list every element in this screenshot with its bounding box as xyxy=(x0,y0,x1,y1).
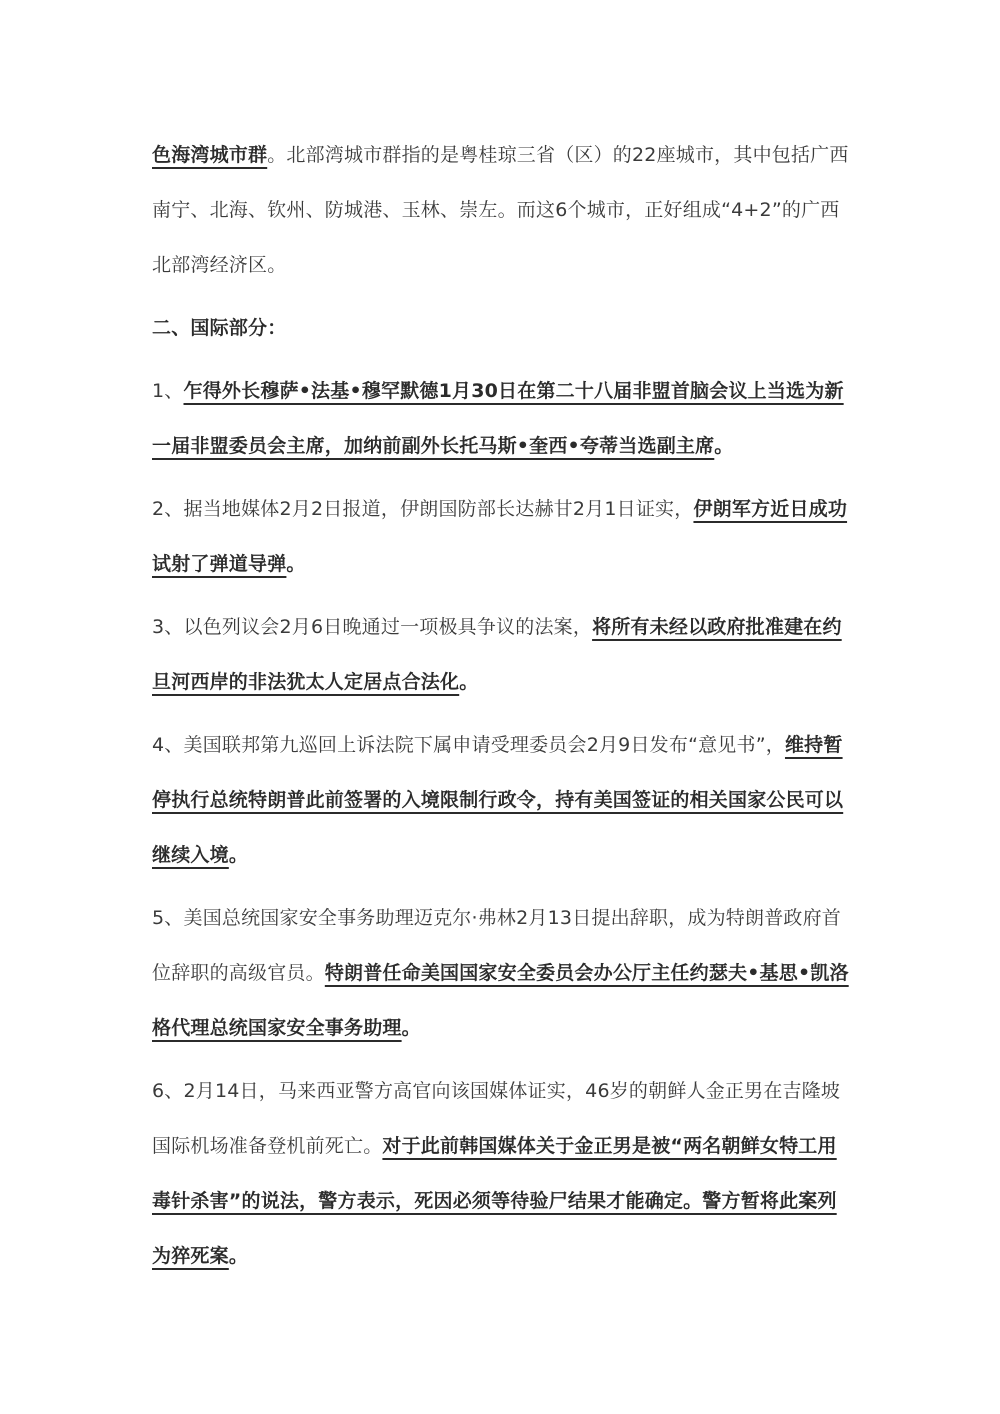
news-item-1 xyxy=(152,364,852,474)
news-item-2 xyxy=(152,482,852,592)
intro-emphasis: 色海湾城市群 xyxy=(152,144,268,166)
news-item-1-suffix: 。 xyxy=(714,435,734,457)
news-item-2-prefix: 2、据当地媒体2月2日报道，伊朗国防部长达赫甘2月1日证实， xyxy=(152,498,694,520)
news-item-1-emphasis: 乍得外长穆萨•法基•穆罕默德1月30日在第二十八届非盟首脑会议上当选为新一届非盟委员会主席，加纳前副外长托马斯•奎西•夸蒂当选副主席 xyxy=(152,380,844,457)
section-title: 二、国际部分： xyxy=(152,317,287,339)
news-item-5-suffix: 。 xyxy=(401,1017,421,1039)
news-item-5 xyxy=(152,891,852,1056)
intro-text: 。北部湾城市群指的是粤桂琼三省（区）的22座城市，其中包括广西南宁、北海、钦州、防城港、玉林、崇左。而这6个城市，正好组成“4+2”的广西北部湾经济区。 xyxy=(152,144,849,276)
news-item-4-suffix: 。 xyxy=(228,844,249,866)
news-item-6-emphasis: 对于此前韩国媒体关于金正男是被“两名朝鲜女特工用毒针杀害”的说法，警方表示，死因必须等待验尸结果才能确定。警方暂将此案列为猝死案 xyxy=(152,1135,837,1267)
news-item-3 xyxy=(152,600,852,710)
news-item-5-prefix: 5、美国总统国家安全事务助理迈克尔·弗林2月13日提出辞职，成为特朗普政府首位辞职的高级官员。 xyxy=(152,907,841,984)
news-item-3-emphasis: 将所有未经以政府批准建在约旦河西岸的非法犹太人定居点合法化 xyxy=(152,616,842,693)
news-item-4 xyxy=(152,718,852,883)
news-item-3-suffix: 。 xyxy=(459,671,479,693)
news-item-2-suffix: 。 xyxy=(286,553,306,575)
document-body xyxy=(152,128,852,1284)
news-item-4-emphasis: 维持暂停执行总统特朗普此前签署的入境限制行政令，持有美国签证的相关国家公民可以继续入境 xyxy=(152,734,844,866)
news-item-1-prefix: 1、 xyxy=(152,380,184,402)
intro-paragraph xyxy=(152,128,852,293)
news-item-6-suffix: 。 xyxy=(228,1245,249,1267)
news-item-2-emphasis: 伊朗军方近日成功试射了弹道导弹 xyxy=(152,498,848,575)
news-item-5-emphasis: 特朗普任命美国国家安全委员会办公厅主任约瑟夫•基思•凯洛格代理总统国家安全事务助理 xyxy=(152,962,849,1039)
news-item-6-prefix: 6、2月14日，马来西亚警方高官向该国媒体证实，46岁的朝鲜人金正男在吉隆坡国际机场准备登机前死亡。 xyxy=(152,1080,841,1157)
news-item-6 xyxy=(152,1064,852,1284)
news-item-4-prefix: 4、美国联邦第九巡回上诉法院下属申请受理委员会2月9日发布“意见书”， xyxy=(152,734,785,756)
news-item-3-prefix: 3、以色列议会2月6日晚通过一项极具争议的法案， xyxy=(152,616,593,638)
